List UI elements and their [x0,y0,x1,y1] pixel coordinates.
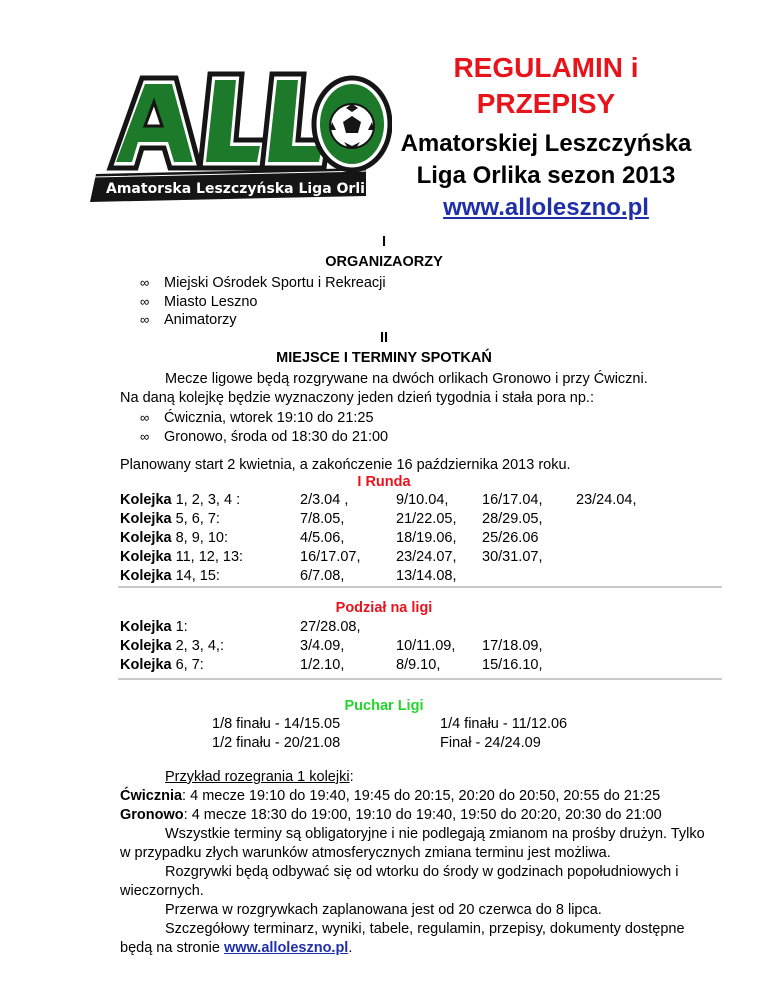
venues-list [140,409,388,446]
paragraph-schedule-1: Rozgrywki będą odbywać się od wtorku do środy w godzinach popołudniowych i [165,864,679,880]
website-link[interactable]: www.alloleszno.pl [443,194,649,221]
paragraph-terms-2: w przypadku złych warunków atmosferycznych zmiana terminu jest możliwa. [120,845,611,861]
divider [118,678,722,680]
paragraph-schedule-2: wieczornych. [120,883,204,899]
bullet-icon: ∞ [140,410,150,425]
podzial-label: Podział na ligi [335,600,433,616]
runda-1-label: I Runda [357,474,411,490]
title-line-1: REGULAMIN i [453,52,639,83]
table-row: Kolejka 11, 12, 13: 16/17.07, 23/24.07, 30/31.07, [120,549,543,565]
football-icon [330,104,374,148]
divider [118,586,722,588]
website-link-footer[interactable]: www.alloleszno.pl [224,940,349,956]
cup-round-1-2: 1/2 finału - 20/21.08 [212,735,341,751]
list-item: ∞ Gronowo, środa od 18:30 do 21:00 [140,428,389,445]
list-item: ∞ Animatorzy [140,312,237,328]
paragraph-website-2: będą na stronie www.alloleszno.pl. [120,940,353,956]
bullet-icon: ∞ [140,293,150,309]
section-2-number: II [379,330,389,346]
paragraph-break: Przerwa w rozgrywkach zaplanowana jest od 20 czerwca do 8 lipca. [165,902,602,918]
puchar-label: Puchar Ligi [344,698,424,714]
bullet-icon: ∞ [140,312,150,327]
table-row: Kolejka 8, 9, 10: 4/5.06, 18/19.06, 25/26.06 [120,530,539,546]
title-line-2: PRZEPISY [476,88,616,119]
table-row: Kolejka 6, 7: 1/2.10, 8/9.10, 15/16.10, [120,657,543,673]
cup-round-1-4: 1/4 finału - 11/12.06 [440,716,568,732]
list-item: ∞ Miasto Leszno [140,293,258,310]
season-note: Planowany start 2 kwietnia, a zakończenie 16 października 2013 roku. [120,457,571,473]
table-row: Kolejka 1, 2, 3, 4 : 2/3.04 , 9/10.04, 16/17.04, 23/24.04, [120,492,637,508]
organizers-list [140,274,386,330]
example-heading: Przykład rozegrania 1 kolejki: [165,769,354,785]
cup-final: Finał - 24/24.09 [440,735,541,751]
subtitle-line-2: Liga Orlika sezon 2013 [416,162,676,189]
example-gronowo: Gronowo: 4 mecze 18:30 do 19:00, 19:10 do 19:40, 19:50 do 20:20, 20:30 do 21:00 [120,807,662,823]
section-1-title: ORGANIZAORZY [325,254,443,270]
section-2-title: MIEJSCE I TERMINY SPOTKAŃ [276,350,492,366]
intro-paragraph-2: Na daną kolejkę będzie wyznaczony jeden dzień tygodnia i stała pora np.: [120,390,594,406]
paragraph-terms-1: Wszystkie terminy są obligatoryjne i nie podlegają zmianom na prośby drużyn. Tylko [165,826,705,842]
paragraph-website-1: Szczegółowy terminarz, wyniki, tabele, regulamin, przepisy, dokumenty dostępne [165,921,685,937]
table-row: Kolejka 14, 15: 6/7.08, 13/14.08, [120,568,457,584]
allo-logo [90,56,392,206]
table-row: Kolejka 2, 3, 4,: 3/4.09, 10/11.09, 17/18.09, [120,638,543,654]
title-block [390,50,702,224]
bullet-icon: ∞ [140,275,150,290]
bullet-icon: ∞ [140,428,150,444]
table-row: Kolejka 1: 27/28.08, [120,619,361,635]
list-item: ∞ Ćwicznia, wtorek 19:10 do 21:25 [140,410,374,426]
logo-subtitle: Amatorska Leszczyńska Liga Orlika [106,181,384,197]
example-cwicznia: Ćwicznia: 4 mecze 19:10 do 19:40, 19:45 do 20:15, 20:20 do 20:50, 20:55 do 21:25 [120,788,661,804]
table-row: Kolejka 5, 6, 7: 7/8.05, 21/22.05, 28/29.05, [120,511,543,527]
section-1-number: I [381,234,387,250]
list-item: ∞ Miejski Ośrodek Sportu i Rekreacji [140,275,386,291]
cup-round-1-8: 1/8 finału - 14/15.05 [212,716,341,732]
subtitle-line-1: Amatorskiej Leszczyńska [400,130,692,157]
intro-paragraph-1: Mecze ligowe będą rozgrywane na dwóch orlikach Gronowo i przy Ćwiczni. [165,371,648,387]
